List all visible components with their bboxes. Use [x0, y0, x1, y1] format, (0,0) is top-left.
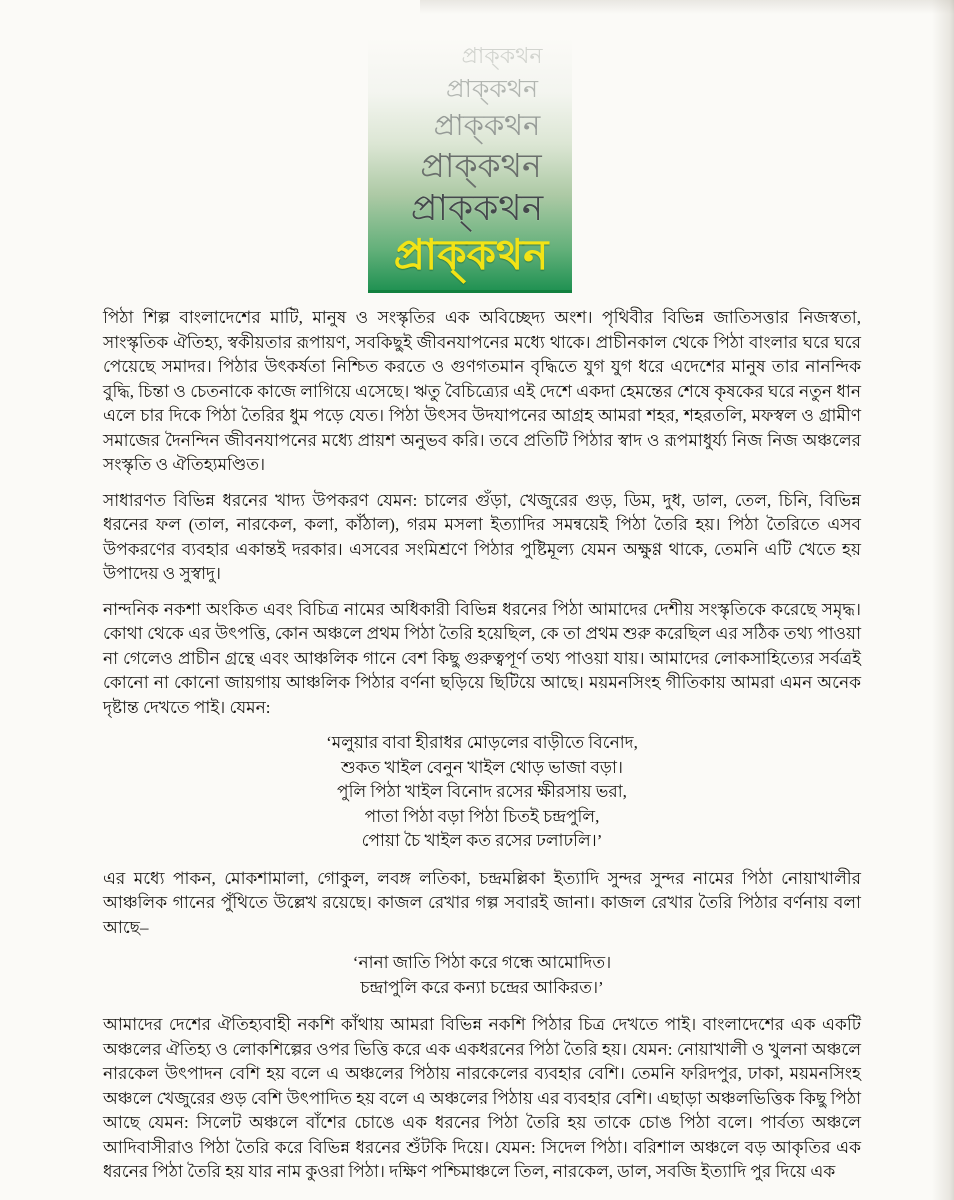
poem-line: পোয়া চৈ খাইল কত রসের ঢলাঢলি।’: [361, 831, 603, 850]
poem-line: পাতা পিঠা বড়া পিঠা চিতই চন্দ্রপুলি,: [364, 806, 600, 826]
title-echo-5: প্রাক্‌কথন: [410, 187, 544, 228]
poem-line: পুলি পিঠা খাইল বিনোদ রসের ক্ষীরসায় ভরা,: [337, 782, 627, 801]
poem-line: ‘মলুয়ার বাবা হীরাধর মোড়লের বাড়ীতে বিনোদ,: [326, 733, 638, 752]
title-gradient-block: [368, 38, 572, 293]
title-echo-1: প্রাক্‌কথন: [461, 43, 543, 68]
poem-line: শুকত খাইল বেনুন খাইল থোড় ভাজা বড়া।: [341, 757, 623, 777]
scan-shading-top: [420, 0, 954, 14]
paragraph-5: আমাদের দেশের ঐতিহ্যবাহী নকশি কাঁথায় আমরা বিভিন্ন নকশি পিঠার চিত্র দেখতে পাই। বাংলাদেশের এক একটি অঞ্চলের ঐতিহ্য ও লোকশিল্পের ওপর ভিত্তি করে এক একধরনের পিঠা তৈরি হয়। যেমন: নোয়াখালী ও খুলনা অঞ্চলে নারকেল উৎপাদন বেশি হয় বলে এ অঞ্চলের পিঠায় নারকেলের ব্যবহার বেশি। তেমনি ফরিদপুর, ঢাকা, ময়মনসিংহ অঞ্চলে খেজুরের গুড় বেশি উৎপাদিত হয় বলে এ অঞ্চলের পিঠায় এর ব্যবহার বেশি। এছাড়া অঞ্চলভিত্তিক কিছু পিঠা আছে যেমন: সিলেট অঞ্চলে বাঁশের চোঙে এক ধরনের পিঠা তৈরি হয় তাকে চোঙ পিঠা বলে। পার্বত্য অঞ্চলে আদিবাসীরাও পিঠা তৈরি করে বিভিন্ন ধরনের শুঁটকি দিয়ে। যেমন: সিদেল পিঠা। বরিশাল অঞ্চলে বড় আকৃতির এক ধরনের পিঠা তৈরি হয় যার নাম কুওরা পিঠা। দক্ষিণ পশ্চিমাঞ্চলে তিল, নারকেল, ডাল, সবজি ইত্যাদি পুর দিয়ে এক: [103, 1015, 861, 1181]
paragraph-3: নান্দনিক নকশা অংকিত এবং বিচিত্র নামের অধিকারী বিভিন্ন ধরনের পিঠা আমাদের দেশীয় সংস্কৃতিকে করেছে সমৃদ্ধ। কোথা থেকে এর উৎপত্তি, কোন অঞ্চলে প্রথম পিঠা তৈরি হয়েছিল, কে তা প্রথম শুরু করেছিল এর সঠিক তথ্য পাওয়া না গেলেও প্রাচীন গ্রন্থে এবং আঞ্চলিক গানে বেশ কিছু গুরুত্বপূর্ণ তথ্য পাওয়া যায়। আমাদের লোকসাহিত্যের সর্বত্রই কোনো না কোনো জায়গায় আঞ্চলিক পিঠার বর্ণনা ছড়িয়ে ছিটিয়ে আছে। ময়মনসিংহ গীতিকায় আমরা এমন অনেক দৃষ্টান্ত দেখতে পাই। যেমন:: [103, 599, 861, 717]
title-echo-4: প্রাক্‌কথন: [420, 147, 542, 184]
body-text: [103, 306, 861, 1196]
title-echo-3: প্রাক্‌কথন: [433, 110, 541, 142]
page-title: প্রাক্‌কথন: [393, 231, 549, 278]
poem-line: চন্দ্রাপুলি করে কন্যা চন্দ্রের আকিরত।’: [360, 977, 604, 997]
poem-quote-2: [103, 951, 861, 1000]
paragraph-4: এর মধ্যে পাকন, মোকশামালা, গোকুল, লবঙ্গ লতিকা, চন্দ্রমল্লিকা ইত্যাদি সুন্দর সুন্দর নামের পিঠা নোয়াখালীর আঞ্চলিক গানের পুঁথিতে উল্লেখ রয়েছে। কাজল রেখার গল্প সবারই জানা। কাজল রেখার তৈরি পিঠার বর্ণনায় বলা আছে–: [103, 868, 861, 937]
title-echo-2: প্রাক্‌কথন: [445, 75, 538, 103]
paragraph-1: পিঠা শিল্প বাংলাদেশের মাটি, মানুষ ও সংস্কৃতির এক অবিচ্ছেদ্য অংশ। পৃথিবীর বিভিন্ন জাতিসত্তার নিজস্বতা, সাংস্কৃতিক ঐতিহ্য, স্বকীয়তার রূপায়ণ, সবকিছুই জীবনযাপনের মধ্যে থাকে। প্রাচীনকাল থেকে পিঠা বাংলার ঘরে ঘরে পেয়েছে সমাদর। পিঠার উৎকর্ষতা নিশ্চিত করতে ও গুণগতমান বৃদ্ধিতে যুগ যুগ ধরে এদেশের মানুষ তার নানন্দিক বুদ্ধি, চিন্তা ও চেতনাকে কাজে লাগিয়ে এসেছে। ঋতু বৈচিত্র্যের এই দেশে একদা হেমন্তের শেষে কৃষকের ঘরে নতুন ধান এলে চার দিকে পিঠা তৈরির ধুম পড়ে যেত। পিঠা উৎসব উদযাপনের আগ্রহ আমরা শহর, শহরতলি, মফস্বল ও গ্রামীণ সমাজের দৈনন্দিন জীবনযাপনের মধ্যে প্রায়শ অনুভব করি। তবে প্রতিটি পিঠার স্বাদ ও রূপমাধুর্য্য নিজ নিজ অঞ্চলের সংস্কৃতি ও ঐতিহ্যমণ্ডিত।: [103, 308, 861, 474]
poem-line: ‘নানা জাতি পিঠা করে গন্ধে আমোদিত।: [352, 953, 612, 972]
paragraph-2: সাধারণত বিভিন্ন ধরনের খাদ্য উপকরণ যেমন: চালের গুঁড়া, খেজুরের গুড়, ডিম, দুধ, ডাল, তেল, চিনি, বিভিন্ন ধরনের ফল (তাল, নারকেল, কলা, কাঁঠাল), গরম মসলা ইত্যাদির সমন্বয়েই পিঠা তৈরি হয়। পিঠা তৈরিতে এসব উপকরণের ব্যবহার একান্তই দরকার। এসবের সংমিশ্রণে পিঠার পুষ্টিমূল্য যেমন অক্ষুণ্ণ থাকে, তেমনি এটি খেতে হয় উপাদেয় ও সুস্বাদু।: [103, 490, 861, 583]
poem-quote-1: [103, 731, 861, 854]
scan-shading-right: [932, 0, 954, 1200]
